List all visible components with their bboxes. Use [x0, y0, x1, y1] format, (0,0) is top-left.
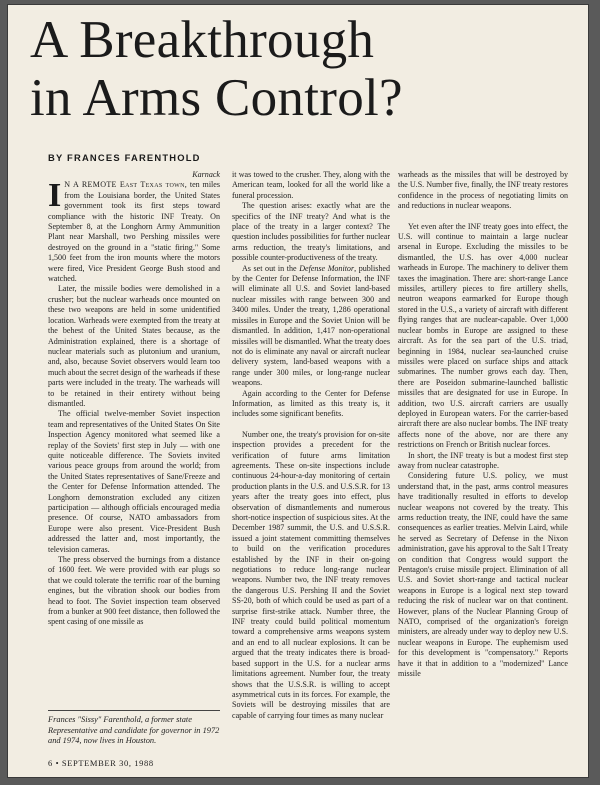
folio-separator: •	[55, 758, 60, 768]
column-1-paragraph-2: Later, the missile bodies were demolished in a crusher; but the nuclear warheads once mounted on these two weapons are held in some unidentified location. Warheads were exempted from the treaty at the behest of the United States because, as the Administration explained, there is a shortage of nuclear materials such as plutonium and uranium, and, also, because Soviet observers would learn too much about the secret design of the warheads if these parts were included in the treaty. The warheads will to be retained in their entirety without being dismantled.	[48, 284, 220, 408]
magazine-page	[8, 5, 588, 777]
headline-line-1: A Breakthrough	[30, 11, 375, 69]
column-3-paragraph-2: Yet even after the INF treaty goes into effect, the U.S. will continue to maintain a large nuclear arsenal in Europe. Excluding the missiles to be dismantled, the U.S. has over 4,000 nuclear warheads in Europe. The machinery to deliver them taxes the imagination. There are: short-range Lance missiles, artillery pieces to fire artillery shells, neutron weapons earmarked for Europe though stored in the U.S., a variety of aircraft with different flying ranges that are nuclear-capable. Over 1,000 nuclear bombs in Europe are assigned to these aircraft. As for the sea part of the U.S. triad, beginning in 1984, nuclear sea-launched cruise missiles were placed on surface ships and attack submarines. The number grows each day. Then, there are Poseidon submarine-launched ballistic missiles that are designated for use in Europe. In addition, two U.S. aircraft carriers are usually deployed in European waters. For the carrier-based aircraft there are also nuclear bombs. The INF treaty affects none of the above, nor are there any restrictions on French or British nuclear forces.	[398, 221, 568, 450]
column-2-paragraph-5: Number one, the treaty's provision for on-site inspection provides a precedent for the verification of future arms limitation agreements. These on-site inspections include continuous 24-hour-a-day monitoring of certain production plants in the U.S. and U.S.S.R. for 13 years after the treaty goes into effect, plus observation of dismantlements and numerous short-notice inspection of suspicious sites. At the December 1987 summit, the U.S. and U.S.S.R. issued a joint statement committing themselves to build on the verification procedures established by the INF in their on-going negotiations to reduce long-range nuclear weapons. Number two, the INF treaty removes the dangerous U.S. Pershing II and the Soviet SS-20, both of which could be used as part of a surprise first-strike attack. Number three, the INF treaty could build political momentum toward a comprehensive arms weapons system and an end to all nuclear explosions. It can be argued that the treaty indicates there is broad-based support in the U.S. for a nuclear arms limitations agreement. Number four, the treaty shows that the U.S.S.R. is willing to accept asymmetrical cuts in its forces. For example, the Soviets will be destroying missiles that are capable of carrying four times as many nuclear	[232, 429, 390, 720]
lead-smallcaps: N A REMOTE East Texas town,	[64, 180, 188, 190]
headline-line-2: in Arms Control?	[30, 69, 403, 127]
column-3-paragraph-3: In short, the INF treaty is but a modest first step away from nuclear catastrophe.	[398, 450, 568, 470]
column-1	[48, 170, 220, 628]
column-2-paragraph-3	[232, 264, 390, 389]
column-2-paragraph-1: it was towed to the crusher. They, along with the American team, looked for all the world like a funeral procession.	[232, 170, 390, 200]
column-3-paragraph-4: Considering future U.S. policy, we must understand that, in the past, arms control measures have traditionally resulted in efforts to develop nuclear weapons not covered by the treaty. This arms reduction treaty, the INF, could have the same consequences as earlier treaties. Melvin Laird, while he served as Secretary of Defense in the Nixon administration, gave his approval to the Salt I Treaty on condition that Congress would support the Pentagon's cruise missile project. Elimination of all U.S. and Soviet short-range and tactical nuclear weapons in Europe is a logical next step toward reducing the risk of nuclear war on that continent. However, plans of the Nuclear Planning Group of NATO, comprised of the organization's foreign ministers, are already under way to deploy new U.S. nuclear weapons in Europe. The euphemism used for this development is "compensatory." Reports have it that in addition to a "modernized" Lance missile	[398, 471, 568, 679]
column-3-paragraph-1: warheads as the missiles that will be destroyed by the U.S. Number five, finally, the INF treaty restores confidence in the process of negotiating limits on and reductions in nuclear weapons.	[398, 170, 568, 211]
column-1-paragraph-4: The press observed the burnings from a distance of 1600 feet. We were provided with ear plugs so that we could tolerate the terrific roar of the burning engines, but the vibration shook our bodies from head to foot. The Soviet inspection team observed from a bunker at 900 feet distance, then followed the spent casing of one missile as	[48, 555, 220, 627]
column-1-paragraph-3: The official twelve-member Soviet inspection team and representatives of the United States On Site Inspection Agency monitored what seemed like a replay of the Soviets' first step in July — with one quite noticeable difference. The Soviets invited various peace groups from around the world; from the United States representatives of Sane/Freeze and the Center for Defense Information attended. The Longhorn demonstration excluded any citizen participation — although officials encouraged media presence. Of course, NATO ambassadors from Europe were also present. Vice-President Bush addressed the latter and, most importantly, the television cameras.	[48, 409, 220, 554]
column-2-paragraph-3-a: As set out in the	[242, 263, 300, 273]
page-folio	[48, 758, 154, 768]
byline: BY FRANCES FARENTHOLD	[48, 152, 201, 163]
lead-text: ten miles from the Louisiana border, the United States government took its first steps toward compliance with the historic INF Treaty. On September 8, at the Longhorn Army Ammunition Plant near Marshall, two Pershing missiles were destroyed on the ground in a "static firing." Some 1,500 feet from the iron mounts where the motors were fired, Vice President George Bush stood and watched.	[48, 180, 220, 284]
dateline-kicker: Karnack	[192, 170, 220, 179]
column-2-paragraph-3-b: , published by the Center for Defense Information, the INF will eliminate all U.S. and Soviet land-based nuclear missiles with range between 300 and 3400 miles. Under the treaty, 1,286 operational missiles in Europe and the Soviet Union will be dismantled. In addition, 1,417 non-operational missiles will be dismantled. What the treaty does not do is eliminate any naval or aircraft nuclear delivery system, land-based weapons with a range under 300 miles, or long-range nuclear weapons.	[232, 263, 390, 388]
page-number: 6	[48, 758, 53, 768]
column-2-paragraph-4: Again according to the Center for Defense Information, as limited as this treaty is, it includes some significant benefits.	[232, 388, 390, 419]
author-bio: Frances "Sissy" Farenthold, a former state Representative and candidate for governor in 1972 and 1974, now lives in Houston.	[48, 710, 220, 747]
column-2-paragraph-2: The question arises: exactly what are the specifics of the INF treaty? And what is the place of the treaty in a larger context? The question includes possibilities for further nuclear arms reduction, the treaty's limitations, and possible counter-productiveness of the treaty.	[232, 201, 390, 263]
issue-date: SEPTEMBER 30, 1988	[61, 758, 154, 768]
column-3	[398, 170, 568, 680]
lead-paragraph	[48, 177, 220, 284]
column-2	[232, 170, 390, 721]
headline	[30, 11, 570, 127]
drop-cap: I	[48, 177, 62, 215]
publication-title: Defense Monitor	[299, 263, 355, 273]
